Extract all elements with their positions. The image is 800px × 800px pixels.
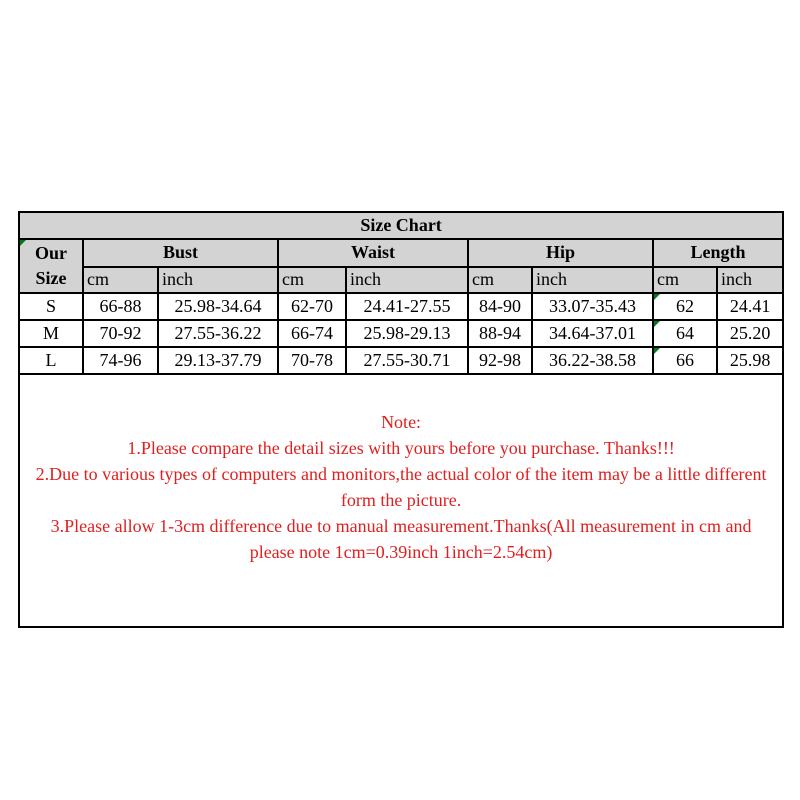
cell-m-hip-cm: 88-94 <box>468 320 532 347</box>
cell-m-bust-inch: 27.55-36.22 <box>158 320 278 347</box>
col-header-length: Length <box>653 239 783 267</box>
size-chart-table <box>18 211 784 628</box>
cell-m-size: M <box>19 320 83 347</box>
cell-l-hip-cm: 92-98 <box>468 347 532 374</box>
cell-s-hip-inch: 33.07-35.43 <box>532 293 653 320</box>
cell-s-bust-cm: 66-88 <box>83 293 158 320</box>
cell-s-length-cm: 62 <box>653 293 717 320</box>
cell-m-waist-inch: 25.98-29.13 <box>346 320 468 347</box>
unit-header-bust-inch: inch <box>158 267 278 294</box>
cell-m-length-inch: 25.20 <box>717 320 783 347</box>
corner-header-line2: Size <box>35 268 67 288</box>
corner-header-line1: Our <box>34 243 67 263</box>
unit-header-bust-cm: cm <box>83 267 158 294</box>
size-chart-title: Size Chart <box>19 212 783 239</box>
col-header-bust: Bust <box>83 239 278 267</box>
unit-header-row <box>19 267 783 294</box>
title-row <box>19 212 783 239</box>
col-header-waist: Waist <box>278 239 468 267</box>
note-content <box>30 409 772 565</box>
cell-s-waist-inch: 24.41-27.55 <box>346 293 468 320</box>
unit-header-waist-cm: cm <box>278 267 346 294</box>
unit-header-waist-inch: inch <box>346 267 468 294</box>
note-section <box>19 374 783 627</box>
cell-m-waist-cm: 66-74 <box>278 320 346 347</box>
note-heading: Note: <box>381 412 422 432</box>
cell-m-bust-cm: 70-92 <box>83 320 158 347</box>
cell-s-waist-cm: 62-70 <box>278 293 346 320</box>
corner-header-our-size <box>19 239 83 293</box>
note-line-1: 1.Please compare the detail sizes with yours before you purchase. Thanks!!! <box>127 438 675 458</box>
cell-l-hip-inch: 36.22-38.58 <box>532 347 653 374</box>
cell-l-length-cm: 66 <box>653 347 717 374</box>
cell-s-bust-inch: 25.98-34.64 <box>158 293 278 320</box>
cell-m-hip-inch: 34.64-37.01 <box>532 320 653 347</box>
group-header-row <box>19 239 783 267</box>
cell-l-waist-inch: 27.55-30.71 <box>346 347 468 374</box>
cell-s-hip-cm: 84-90 <box>468 293 532 320</box>
cell-l-bust-cm: 74-96 <box>83 347 158 374</box>
cell-l-waist-cm: 70-78 <box>278 347 346 374</box>
size-chart-box <box>18 211 782 628</box>
cell-m-length-cm: 64 <box>653 320 717 347</box>
cell-l-bust-inch: 29.13-37.79 <box>158 347 278 374</box>
table-row-size-s <box>19 293 783 320</box>
cell-l-length-inch: 25.98 <box>717 347 783 374</box>
note-row <box>19 374 783 627</box>
table-row-size-l <box>19 347 783 374</box>
note-line-3: 3.Please allow 1-3cm difference due to manual measurement.Thanks(All measurement in cm and please note 1cm=0.39inch 1inch=2.54cm) <box>50 516 752 562</box>
unit-header-hip-cm: cm <box>468 267 532 294</box>
cell-s-size: S <box>19 293 83 320</box>
table-row-size-m <box>19 320 783 347</box>
unit-header-length-cm: cm <box>653 267 717 294</box>
unit-header-hip-inch: inch <box>532 267 653 294</box>
cell-s-length-inch: 24.41 <box>717 293 783 320</box>
unit-header-length-inch: inch <box>717 267 783 294</box>
col-header-hip: Hip <box>468 239 653 267</box>
cell-l-size: L <box>19 347 83 374</box>
note-line-2: 2.Due to various types of computers and monitors,the actual color of the item may be a little different form the picture. <box>35 464 767 510</box>
